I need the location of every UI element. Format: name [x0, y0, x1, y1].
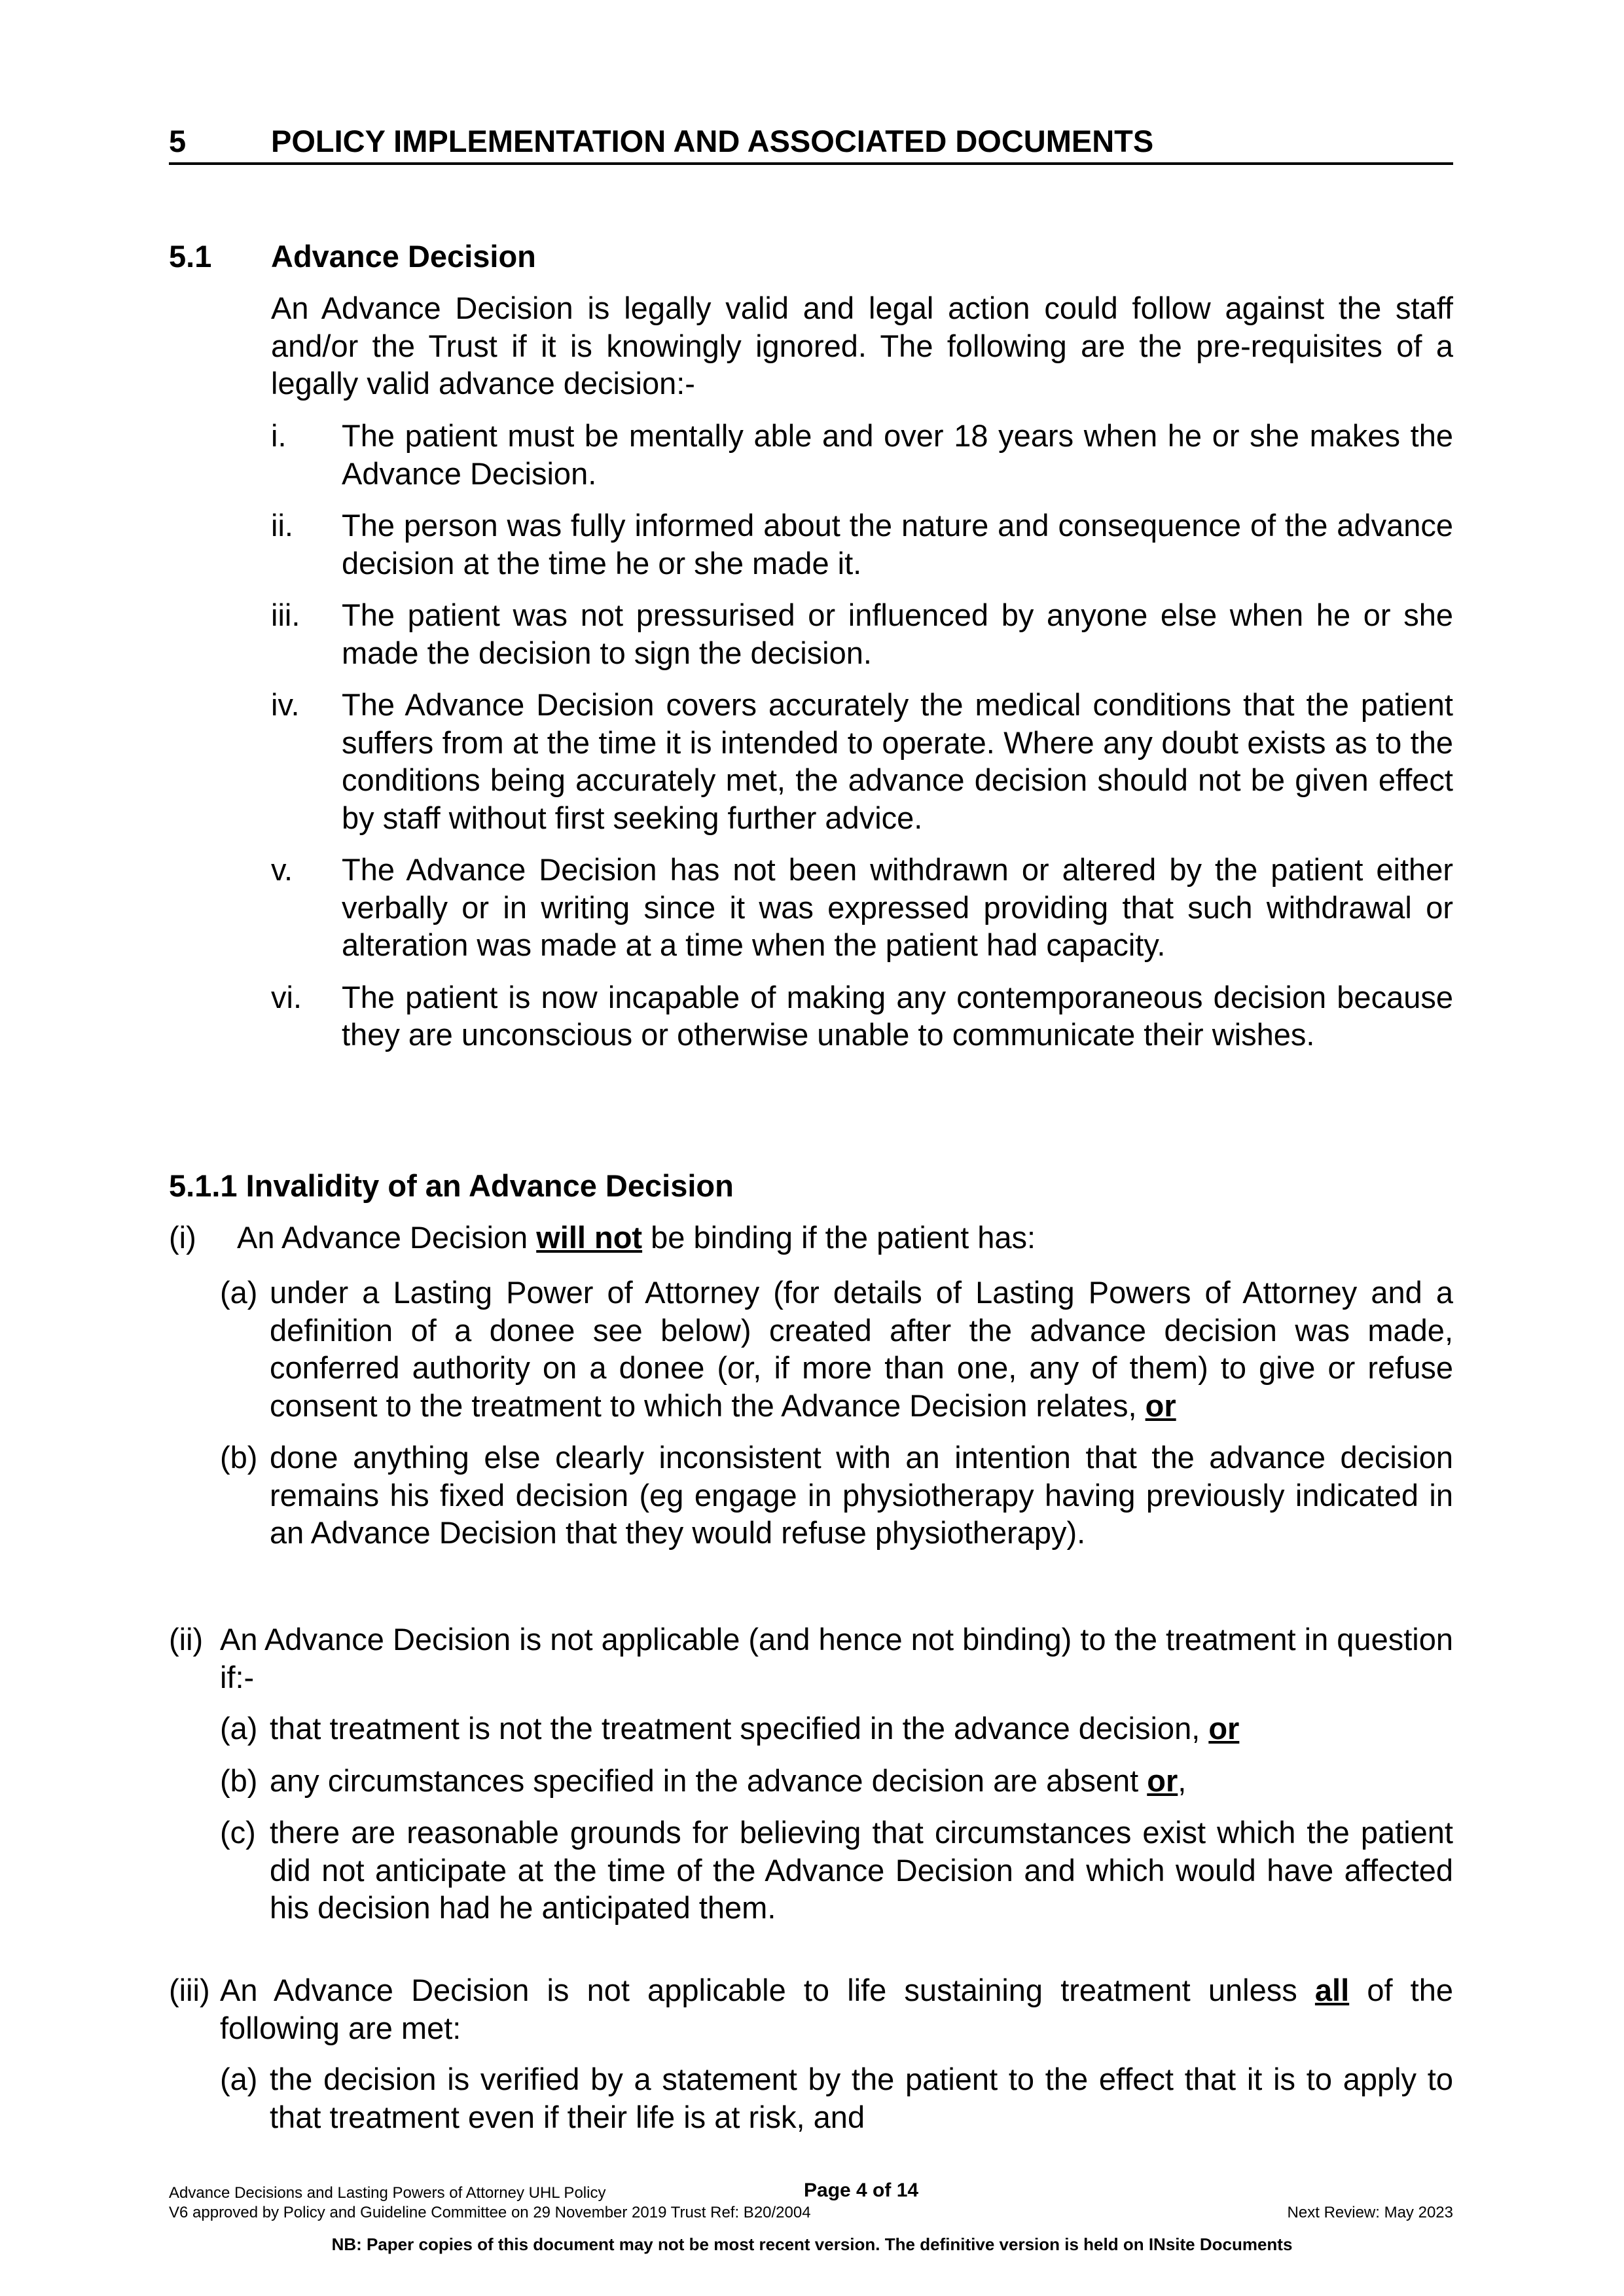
- footer-next-review: Next Review: May 2023: [1287, 2204, 1453, 2221]
- clause-text: An Advance Decision is not applicable (and hence not binding) to the treatment in question if:-: [220, 1622, 1453, 1695]
- clause-lead: [169, 1621, 1453, 1696]
- list-item-emphasis: or: [1147, 1763, 1178, 1798]
- clause-ii-items: [220, 1710, 1453, 1941]
- footer-row-1: [169, 2179, 1453, 2203]
- list-item-text: that treatment is not the treatment specified in the advance decision,: [270, 1711, 1209, 1746]
- list-marker: i.: [271, 418, 287, 453]
- clause-text-post: of the following are met:: [220, 1973, 1453, 2045]
- list-item: [271, 507, 1453, 582]
- list-marker: ii.: [271, 508, 293, 543]
- list-item: [220, 1274, 1453, 1424]
- list-item: [271, 596, 1453, 672]
- intro-paragraph: An Advance Decision is legally valid and legal action could follow against the staff and/or the Trust if it is knowingly ignored. The following are the pre-requisites of a legally valid advance decision:-: [271, 291, 1453, 401]
- list-marker: (a): [220, 1275, 258, 1310]
- list-item-tail: ,: [1178, 1763, 1187, 1798]
- clause-lead: [169, 1219, 1453, 1257]
- clause-emphasis: will not: [536, 1220, 643, 1255]
- list-item-text: The Advance Decision has not been withdrawn or altered by the patient either verbally or in writing since it was expressed providing that such withdrawal or alteration was made at a time when the patient had capacity.: [342, 852, 1453, 962]
- invalidity-clause-i: [169, 1219, 1453, 1257]
- clause-text-pre: An Advance Decision: [237, 1220, 537, 1255]
- prerequisites-list: [271, 417, 1453, 1068]
- list-item-emphasis: or: [1208, 1711, 1240, 1746]
- clause-i-items: [220, 1274, 1453, 1566]
- list-item: [220, 1439, 1453, 1552]
- list-item: [220, 2060, 1453, 2136]
- list-marker: vi.: [271, 979, 302, 1014]
- clause-lead: [169, 1971, 1453, 2047]
- clause-marker: (i): [169, 1220, 196, 1255]
- list-marker: (a): [220, 1711, 258, 1746]
- clause-emphasis: all: [1314, 1973, 1350, 2007]
- section-heading: [169, 122, 1453, 165]
- list-item-text: under a Lasting Power of Attorney (for details of Lasting Powers of Attorney and a definition of a donee see below) created after the advance decision was made, conferred authority on a donee (or, if more than one, any of them) to give or refuse consent to the treatment to which the Advance Decision relates,: [270, 1275, 1453, 1423]
- list-item-text: there are reasonable grounds for believing that circumstances exist which the patient did not anticipate at the time of the Advance Decision and which would have affected his decision had he anticipated them.: [270, 1815, 1453, 1925]
- section-number: 5: [169, 124, 187, 158]
- list-marker: (b): [220, 1440, 258, 1475]
- clause-text-pre: An Advance Decision is not applicable to life sustaining treatment unless: [220, 1973, 1315, 2007]
- list-item-text: The patient was not pressurised or influenced by anyone else when he or she made the decision to sign the decision.: [342, 598, 1453, 670]
- list-marker: (b): [220, 1763, 258, 1798]
- subsection-heading: [169, 237, 536, 276]
- clause-marker: (iii): [169, 1973, 210, 2007]
- clause-text-post: be binding if the patient has:: [642, 1220, 1036, 1255]
- footer-row-2: [169, 2203, 1453, 2223]
- list-marker: (a): [220, 2062, 258, 2096]
- invalidity-clause-iii: [169, 1971, 1453, 2047]
- list-item: [220, 1710, 1453, 1748]
- list-item-text: The Advance Decision covers accurately the medical conditions that the patient suffers from at the time it is intended to operate. Where any doubt exists as to the conditions being accurately met, the advance decision should not be given effect by staff without first seeking further advice.: [342, 687, 1453, 835]
- list-item-text: The patient is now incapable of making any contemporaneous decision because they are unconscious or otherwise unable to communicate their wishes.: [342, 979, 1453, 1052]
- list-item: [220, 1814, 1453, 1927]
- list-item-text: the decision is verified by a statement by the patient to the effect that it is to apply to that treatment even if their life is at risk, and: [270, 2062, 1453, 2134]
- clause-marker: (ii): [169, 1622, 204, 1657]
- subsection-title: Advance Decision: [271, 239, 536, 274]
- list-marker: iii.: [271, 598, 300, 632]
- footer-approval: V6 approved by Policy and Guideline Committee on 29 November 2019 Trust Ref: B20/2004: [169, 2204, 811, 2221]
- section-title: POLICY IMPLEMENTATION AND ASSOCIATED DOCUMENTS: [271, 124, 1154, 158]
- invalidity-heading: 5.1.1 Invalidity of an Advance Decision: [169, 1168, 734, 1203]
- list-marker: (c): [220, 1815, 256, 1850]
- list-item: [271, 686, 1453, 836]
- list-item-text: The patient must be mentally able and over 18 years when he or she makes the Advance Decision.: [342, 418, 1453, 491]
- list-item: [271, 851, 1453, 964]
- list-item: [220, 1762, 1453, 1800]
- invalidity-clause-ii: [169, 1621, 1453, 1696]
- clause-iii-items: [220, 2060, 1453, 2150]
- footer-doc-title: Advance Decisions and Lasting Powers of Attorney UHL Policy: [169, 2184, 606, 2202]
- list-marker: iv.: [271, 687, 300, 722]
- page-number: Page 4 of 14: [804, 2179, 919, 2201]
- list-item: [271, 417, 1453, 492]
- list-item-text: done anything else clearly inconsistent with an intention that the advance decision remains his fixed decision (eg engage in physiotherapy having previously indicated in an Advance Decision that they would refuse physiotherapy).: [270, 1440, 1453, 1550]
- list-marker: v.: [271, 852, 293, 887]
- list-item-text: The person was fully informed about the nature and consequence of the advance decision at the time he or she made it.: [342, 508, 1453, 581]
- footer-nb-notice: NB: Paper copies of this document may not be most recent version. The definitive version is held on INsite Documents: [331, 2234, 1293, 2254]
- list-item: [271, 978, 1453, 1054]
- list-item-emphasis: or: [1145, 1388, 1176, 1423]
- subsection-number: 5.1: [169, 239, 212, 274]
- list-item-text: any circumstances specified in the advance decision are absent: [270, 1763, 1147, 1798]
